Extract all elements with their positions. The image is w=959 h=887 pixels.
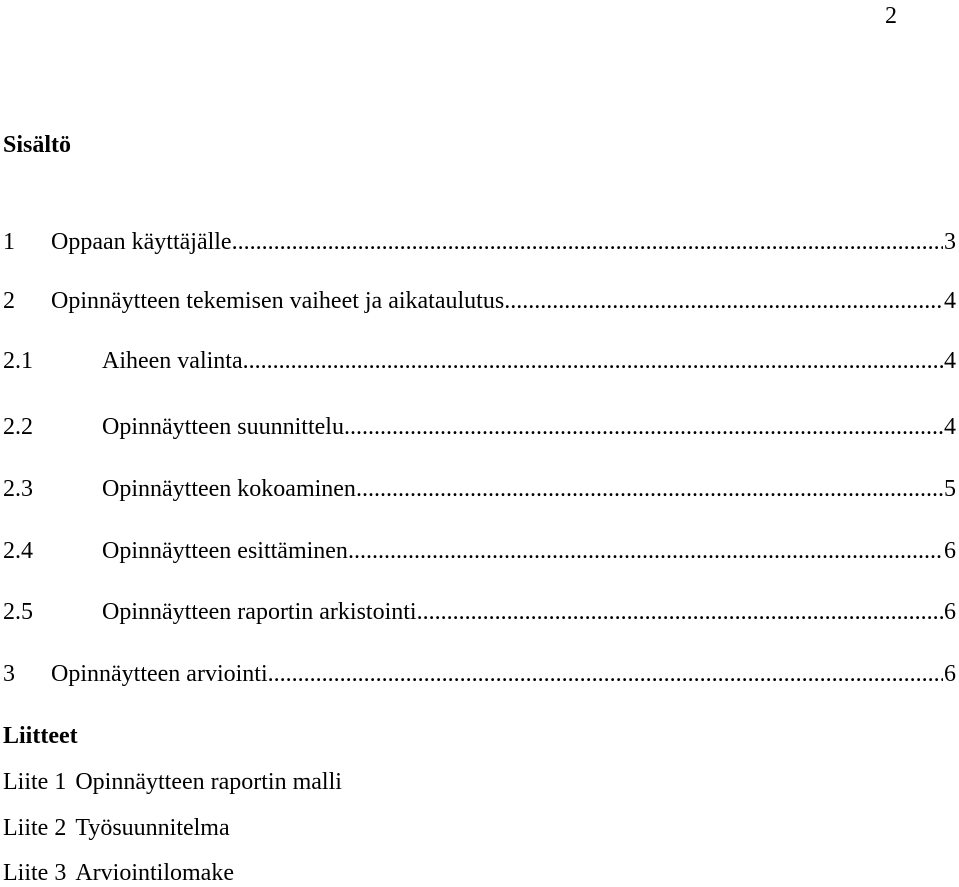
toc-dot-leader: [232, 228, 943, 256]
appendix-label: Liite 1: [3, 769, 67, 795]
toc-entry-page: 5: [944, 476, 956, 502]
toc-entry-page: 3: [944, 229, 956, 255]
toc-entry[interactable]: [3, 660, 956, 688]
toc-dot-leader: [344, 413, 943, 441]
appendix-item: [3, 859, 234, 887]
toc-entry-page: 4: [944, 288, 956, 314]
toc-dot-leader: [348, 537, 943, 565]
appendix-item: [3, 768, 342, 796]
toc-dot-leader: [504, 287, 943, 315]
toc-dot-leader: [268, 660, 943, 688]
toc-heading: Sisältö: [3, 132, 72, 158]
toc-entry-page: 4: [944, 414, 956, 440]
appendix-title: Työsuunnitelma: [75, 815, 230, 841]
toc-entry-page: 6: [944, 661, 956, 687]
toc-entry-number: 2: [3, 288, 15, 314]
appendix-label: Liite 3: [3, 860, 67, 886]
toc-entry-title: Opinnäytteen arviointi: [51, 661, 268, 687]
toc-entry-title: Opinnäytteen suunnittelu: [102, 414, 344, 440]
toc-entry-number: 2.1: [3, 348, 33, 374]
toc-entry[interactable]: [3, 347, 956, 375]
toc-entry-page: 6: [944, 538, 956, 564]
toc-dot-leader: [356, 475, 943, 503]
appendix-title: Opinnäytteen raportin malli: [75, 769, 342, 795]
toc-entry-title: Oppaan käyttäjälle: [51, 229, 232, 255]
toc-entry-title: Opinnäytteen esittäminen: [102, 538, 348, 564]
toc-entry-title: Opinnäytteen tekemisen vaiheet ja aikataulutus: [51, 288, 505, 314]
toc-entry-title: Opinnäytteen raportin arkistointi: [102, 599, 417, 625]
appendix-label: Liite 2: [3, 815, 67, 841]
appendix-item: [3, 814, 230, 842]
toc-entry[interactable]: [3, 537, 956, 565]
toc-entry[interactable]: [3, 598, 956, 626]
toc-entry-number: 3: [3, 661, 15, 687]
toc-dot-leader: [243, 347, 943, 375]
toc-entry-number: 1: [3, 229, 15, 255]
toc-entry[interactable]: [3, 475, 956, 503]
page-number: 2: [885, 3, 897, 29]
toc-entry-number: 2.5: [3, 599, 33, 625]
toc-entry[interactable]: [3, 287, 956, 315]
toc-entry-page: 6: [944, 599, 956, 625]
toc-entry-title: Aiheen valinta: [102, 348, 243, 374]
toc-entry[interactable]: [3, 413, 956, 441]
toc-dot-leader: [417, 598, 943, 626]
toc-entry-number: 2.4: [3, 538, 33, 564]
appendix-title: Arviointilomake: [75, 860, 234, 886]
appendix-heading: Liitteet: [3, 723, 78, 749]
toc-entry-title: Opinnäytteen kokoaminen: [102, 476, 356, 502]
toc-entry-number: 2.2: [3, 414, 33, 440]
toc-entry-number: 2.3: [3, 476, 33, 502]
toc-entry[interactable]: [3, 228, 956, 256]
toc-entry-page: 4: [944, 348, 956, 374]
